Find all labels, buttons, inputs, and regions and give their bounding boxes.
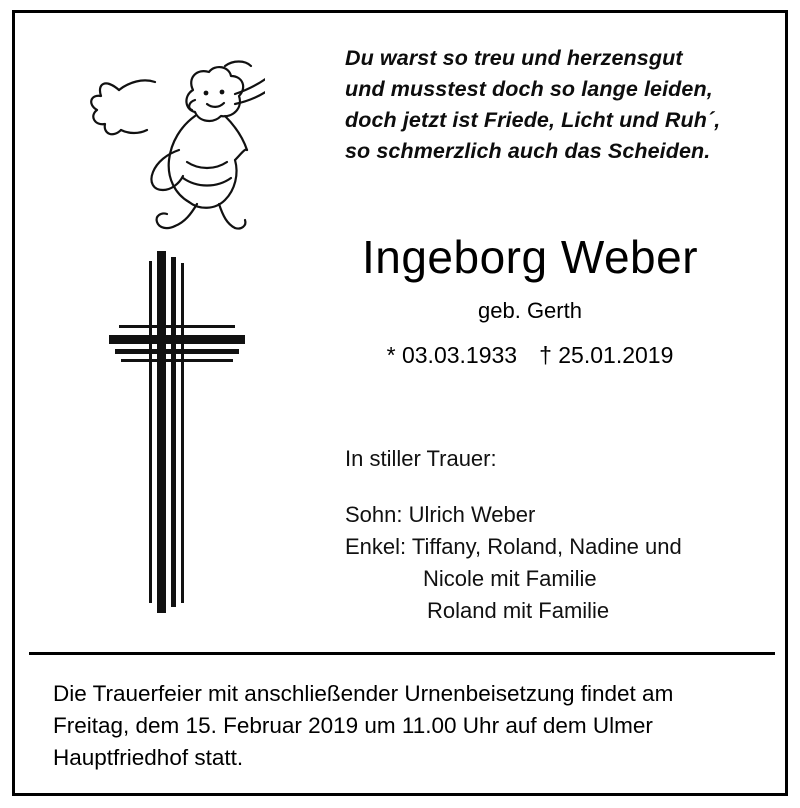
poem-line: und musstest doch so lange leiden,: [345, 77, 713, 101]
ceremony-info: [53, 678, 759, 774]
life-dates: [270, 338, 790, 372]
deceased-block: [270, 228, 790, 372]
mourner-line: Enkel: Tiffany, Roland, Nadine und: [345, 534, 682, 559]
poem: [345, 43, 775, 167]
mourner-line: Roland mit Familie: [427, 598, 610, 623]
mourners-block: [345, 443, 785, 627]
cross-icon: [93, 243, 263, 623]
mourner-line: Sohn: Ulrich Weber: [345, 502, 536, 527]
death-date: † 25.01.2019: [539, 342, 674, 368]
poem-line: so schmerzlich auch das Scheiden.: [345, 139, 711, 163]
poem-line: doch jetzt ist Friede, Licht und Ruh´,: [345, 108, 721, 132]
angel-icon: [75, 38, 265, 233]
divider: [29, 652, 775, 655]
maiden-name: geb. Gerth: [478, 298, 582, 323]
ceremony-line: Hauptfriedhof statt.: [53, 745, 244, 770]
ceremony-line: Die Trauerfeier mit anschließender Urnenbeisetzung findet am: [53, 681, 674, 706]
obituary-frame: [12, 10, 788, 796]
birth-date: * 03.03.1933: [386, 342, 518, 368]
ceremony-line: Freitag, dem 15. Februar 2019 um 11.00 Uhr auf dem Ulmer: [53, 713, 653, 738]
deceased-name: Ingeborg Weber: [361, 231, 699, 283]
mourner-line: Nicole mit Familie: [423, 566, 597, 591]
mourning-lead: In stiller Trauer:: [345, 446, 497, 471]
poem-line: Du warst so treu und herzensgut: [345, 46, 683, 70]
